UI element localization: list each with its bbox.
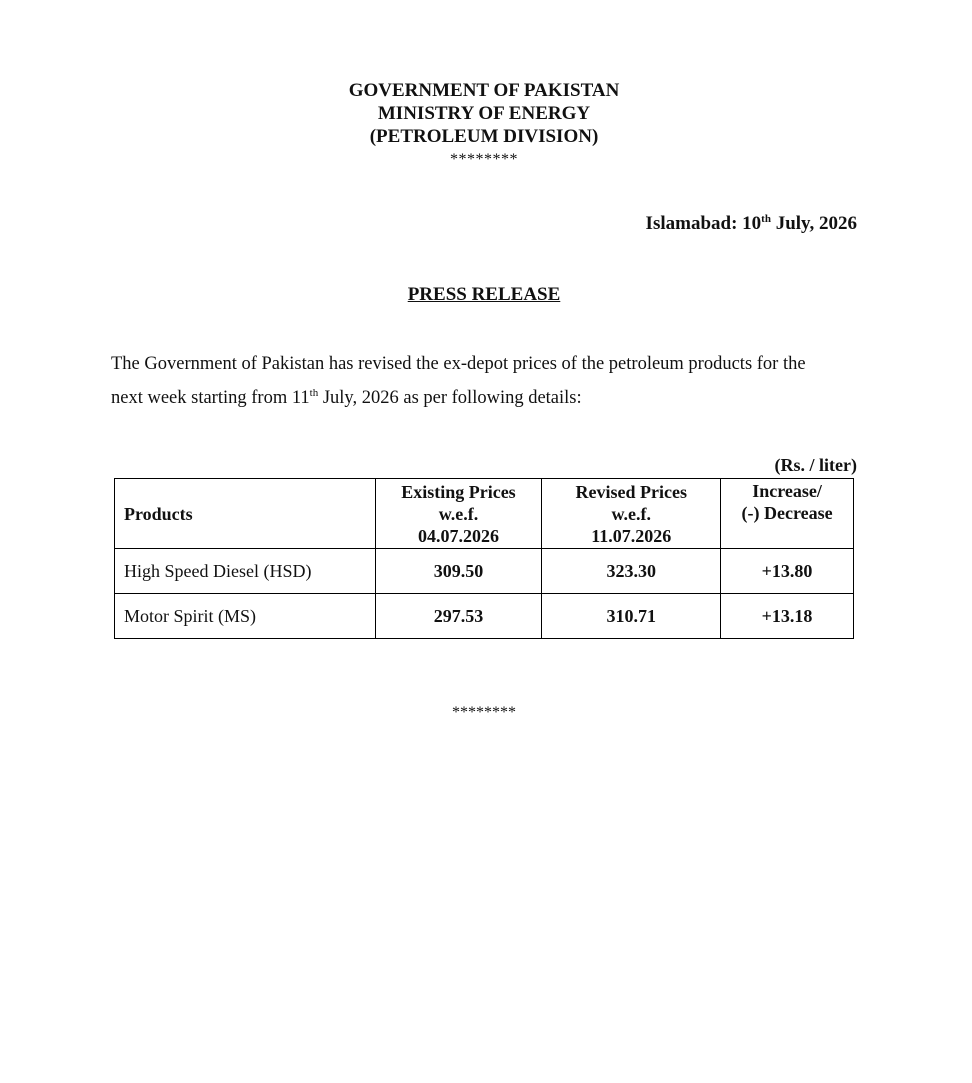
header-revised-line3: 11.07.2026 xyxy=(591,525,672,546)
paragraph-superscript: th xyxy=(309,387,319,399)
header-existing-line2: w.e.f. xyxy=(438,503,479,524)
table-row xyxy=(115,594,854,639)
unit-label: (Rs. / liter) xyxy=(774,455,857,475)
header-change-line1: Increase/ xyxy=(752,481,822,501)
table-header-row xyxy=(115,479,854,549)
header-revised-line1: Revised Prices xyxy=(575,481,687,502)
date-suffix: July, 2026 xyxy=(770,213,857,234)
header-products: Products xyxy=(115,479,376,549)
product-name: Motor Spirit (MS) xyxy=(115,594,376,639)
header-existing-line1: Existing Prices xyxy=(401,481,516,502)
footer-stars: ******** xyxy=(452,704,516,721)
date-prefix: Islamabad: 10 xyxy=(645,213,762,234)
price-change: +13.80 xyxy=(721,549,854,594)
revised-price: 323.30 xyxy=(542,549,721,594)
price-table xyxy=(114,478,854,639)
header-stars: ******** xyxy=(450,151,518,168)
header-revised-line2: w.e.f. xyxy=(611,503,651,524)
header-existing-prices xyxy=(375,479,542,549)
existing-price: 309.50 xyxy=(375,549,542,594)
paragraph-line-2-prefix: next week starting from 11 xyxy=(111,388,310,408)
existing-price: 297.53 xyxy=(375,594,542,639)
header-revised-prices xyxy=(542,479,721,549)
press-release-title: PRESS RELEASE xyxy=(407,284,561,305)
paragraph-line-2-suffix: July, 2026 as per following details: xyxy=(318,388,582,408)
header-division: (PETROLEUM DIVISION) xyxy=(369,126,599,147)
table-row xyxy=(115,549,854,594)
date-superscript: th xyxy=(761,213,771,225)
header-existing-line3: 04.07.2026 xyxy=(417,525,499,546)
header-government: GOVERNMENT OF PAKISTAN xyxy=(348,80,620,101)
header-change xyxy=(721,479,854,549)
date-line xyxy=(646,213,857,235)
paragraph-line-1: The Government of Pakistan has revised the ex-depot prices of the petroleum products for the xyxy=(111,354,806,374)
header-ministry: MINISTRY OF ENERGY xyxy=(377,103,591,124)
product-name: High Speed Diesel (HSD) xyxy=(115,549,376,594)
header-change-line2: (-) Decrease xyxy=(741,503,833,523)
price-change: +13.18 xyxy=(721,594,854,639)
revised-price: 310.71 xyxy=(542,594,721,639)
paragraph-line-2 xyxy=(111,388,582,409)
